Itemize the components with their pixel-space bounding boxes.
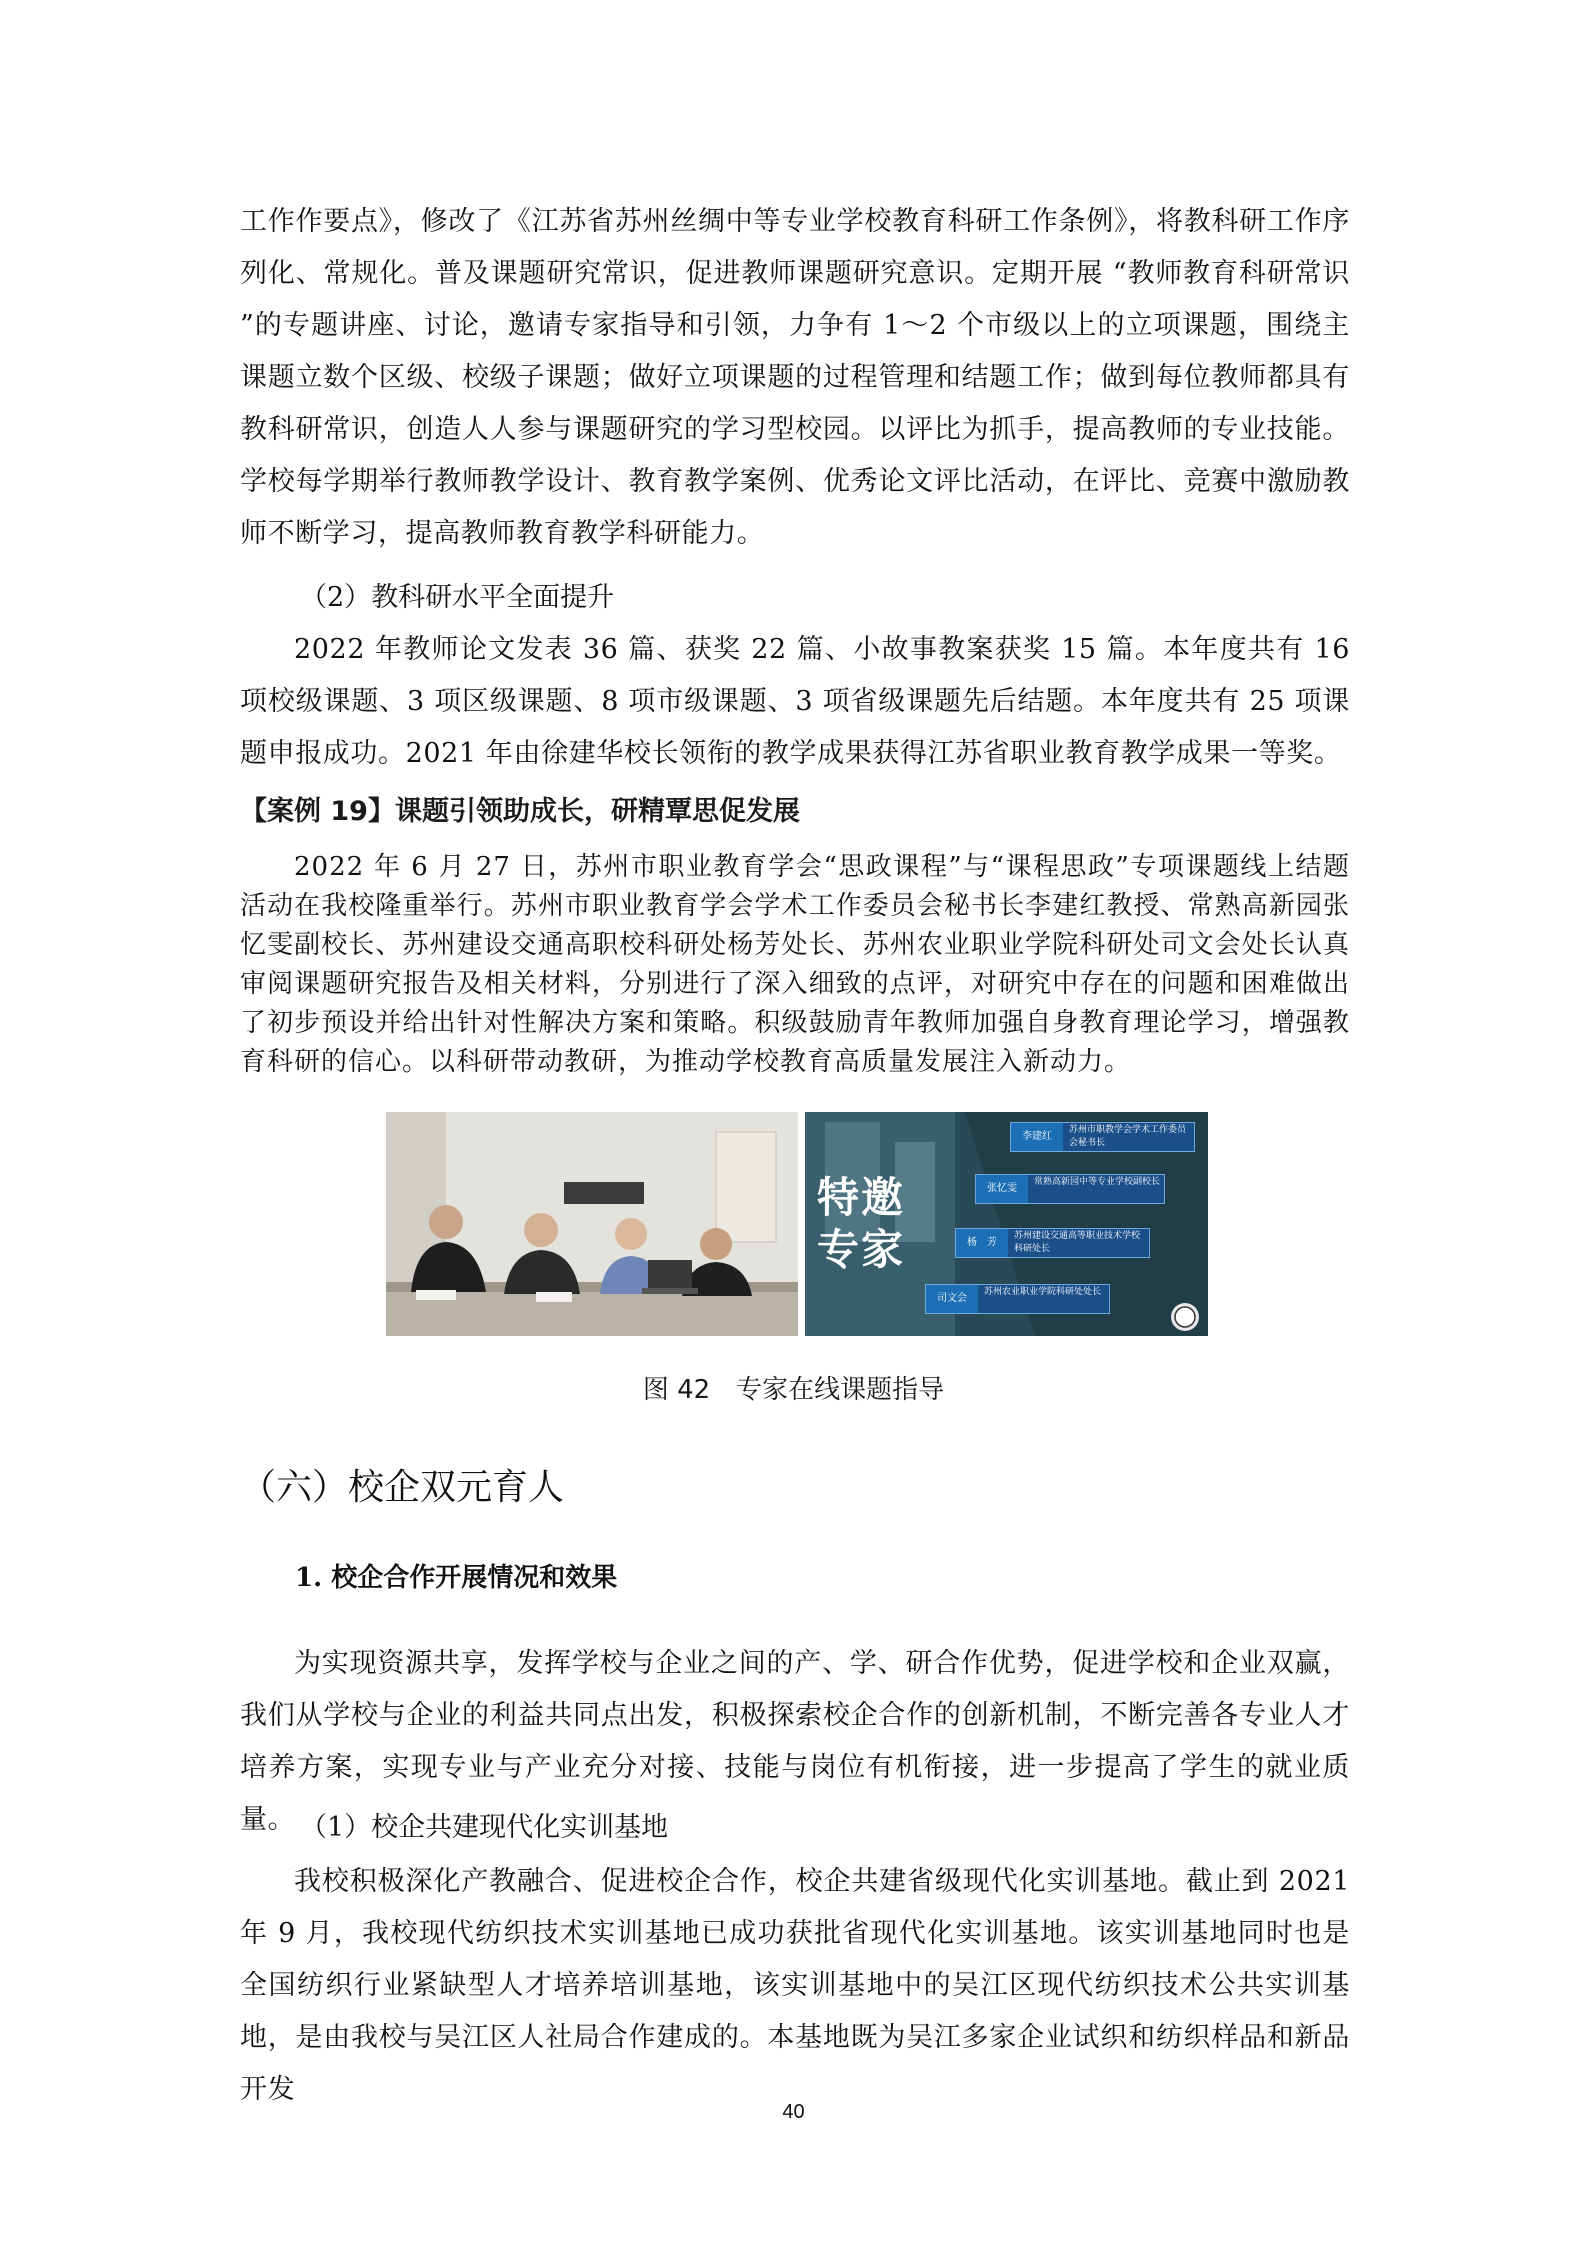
expert-title: 苏州建设交通高等职业技术学校科研处长 bbox=[1014, 1231, 1141, 1254]
meeting-photo-illustration bbox=[386, 1112, 798, 1336]
expert-name: 李建红 bbox=[1011, 1123, 1063, 1151]
case-body: 2022 年 6 月 27 日，苏州市职业教育学会“思政课程”与“课程思政”专项课题线上结题活动在我校隆重举行。苏州市职业教育学会学术工作委员会秘书长李建红教授、常熟高新园张忆雯副校长、苏州建设交通高职校科研处杨芳处长、苏州农业职业学院科研处司文会处长认真审阅课题研究报告及相关材料，分别进行了深入细致的点评，对研究中存在的问题和困难做出了初步预设并给出针对性解决方案和策略。积级鼓励青年教师加强自身教育理论学习，增强教育科研的信心。以科研带动教研，为推动学校教育高质量发展注入新动力。 bbox=[240, 852, 1350, 1077]
paragraph-cooperation: 为实现资源共享，发挥学校与企业之间的产、学、研合作优势，促进学校和企业双赢，我们从学校与企业的利益共同点出发，积极探索校企合作的创新机制，不断完善各专业人才培养方案，实现专业与产业充分对接、技能与岗位有机衔接，进一步提高了学生的就业质量。 bbox=[240, 1648, 1350, 1835]
expert-tag bbox=[955, 1228, 1150, 1258]
page-number: 40 bbox=[782, 2101, 805, 2123]
paragraph-research-results: 2022 年教师论文发表 36 篇、获奖 22 篇、小故事教案获奖 15 篇。本年度共有 16 项校级课题、3 项区级课题、8 项市级课题、3 项省级课题先后结题。本年度共有 25 项课题申报成功。2021 年由徐建华校长领衔的教学成果获得江苏省职业教育教学成果一等奖。 bbox=[240, 634, 1350, 769]
figure-caption: 图 42 专家在线课题指导 bbox=[642, 1375, 945, 1405]
subsection-title: 1. 校企合作开展情况和效果 bbox=[295, 1563, 618, 1593]
expert-name: 杨 芳 bbox=[956, 1229, 1008, 1257]
slide-title: 特邀专家 bbox=[817, 1173, 906, 1274]
subheading-research-level: （2）教科研水平全面提升 bbox=[300, 582, 615, 613]
expert-tag bbox=[975, 1174, 1165, 1204]
expert-name: 司文会 bbox=[926, 1285, 978, 1313]
case-title: 【案例 19】课题引领助成长，研精覃思促发展 bbox=[240, 796, 800, 827]
expert-tag bbox=[1010, 1122, 1195, 1152]
subheading-training-base: （1）校企共建现代化实训基地 bbox=[300, 1812, 669, 1843]
expert-name: 张忆雯 bbox=[976, 1175, 1028, 1203]
expert-title: 苏州农业职业学院科研处处长 bbox=[984, 1287, 1102, 1297]
expert-title: 苏州市职教学会学术工作委员会秘书长 bbox=[1069, 1125, 1187, 1148]
paragraph-training-base: 我校积极深化产教融合、促进校企合作，校企共建省级现代化实训基地。截止到 2021 年 9 月，我校现代纺织技术实训基地已成功获批省现代化实训基地。该实训基地同时也是全国纺织行业紧缺型人才培养培训基地，该实训基地中的吴江区现代纺织技术公共实训基地，是由我校与吴江区人社局合作建成的。本基地既为吴江多家企业试织和纺织样品和新品开发 bbox=[240, 1866, 1350, 2105]
expert-title: 常熟高新园中等专业学校副校长 bbox=[1034, 1177, 1161, 1187]
experts-slide bbox=[805, 1112, 1208, 1336]
paragraph-research-work: 工作作要点》，修改了《江苏省苏州丝绸中等专业学校教育科研工作条例》，将教科研工作序列化、常规化。普及课题研究常识，促进教师课题研究意识。定期开展 “教师教育科研常识 ”的专题讲座、讨论，邀请专家指导和引领，力争有 1～2 个市级以上的立项课题，围绕主课题立数个区级、校级子课题；做好立项课题的过程管理和结题工作；做到每位教师都具有教科研常识，创造人人参与课题研究的学习型校园。以评比为抓手，提高教师的专业技能。学校每学期举行教师教学设计、教育教学案例、优秀论文评比活动，在评比、竞赛中激励教师不断学习，提高教师教育教学科研能力。 bbox=[240, 206, 1350, 549]
expert-tag bbox=[925, 1284, 1110, 1314]
meeting-photo bbox=[386, 1112, 798, 1336]
section-title: （六）校企双元育人 bbox=[240, 1467, 565, 1508]
